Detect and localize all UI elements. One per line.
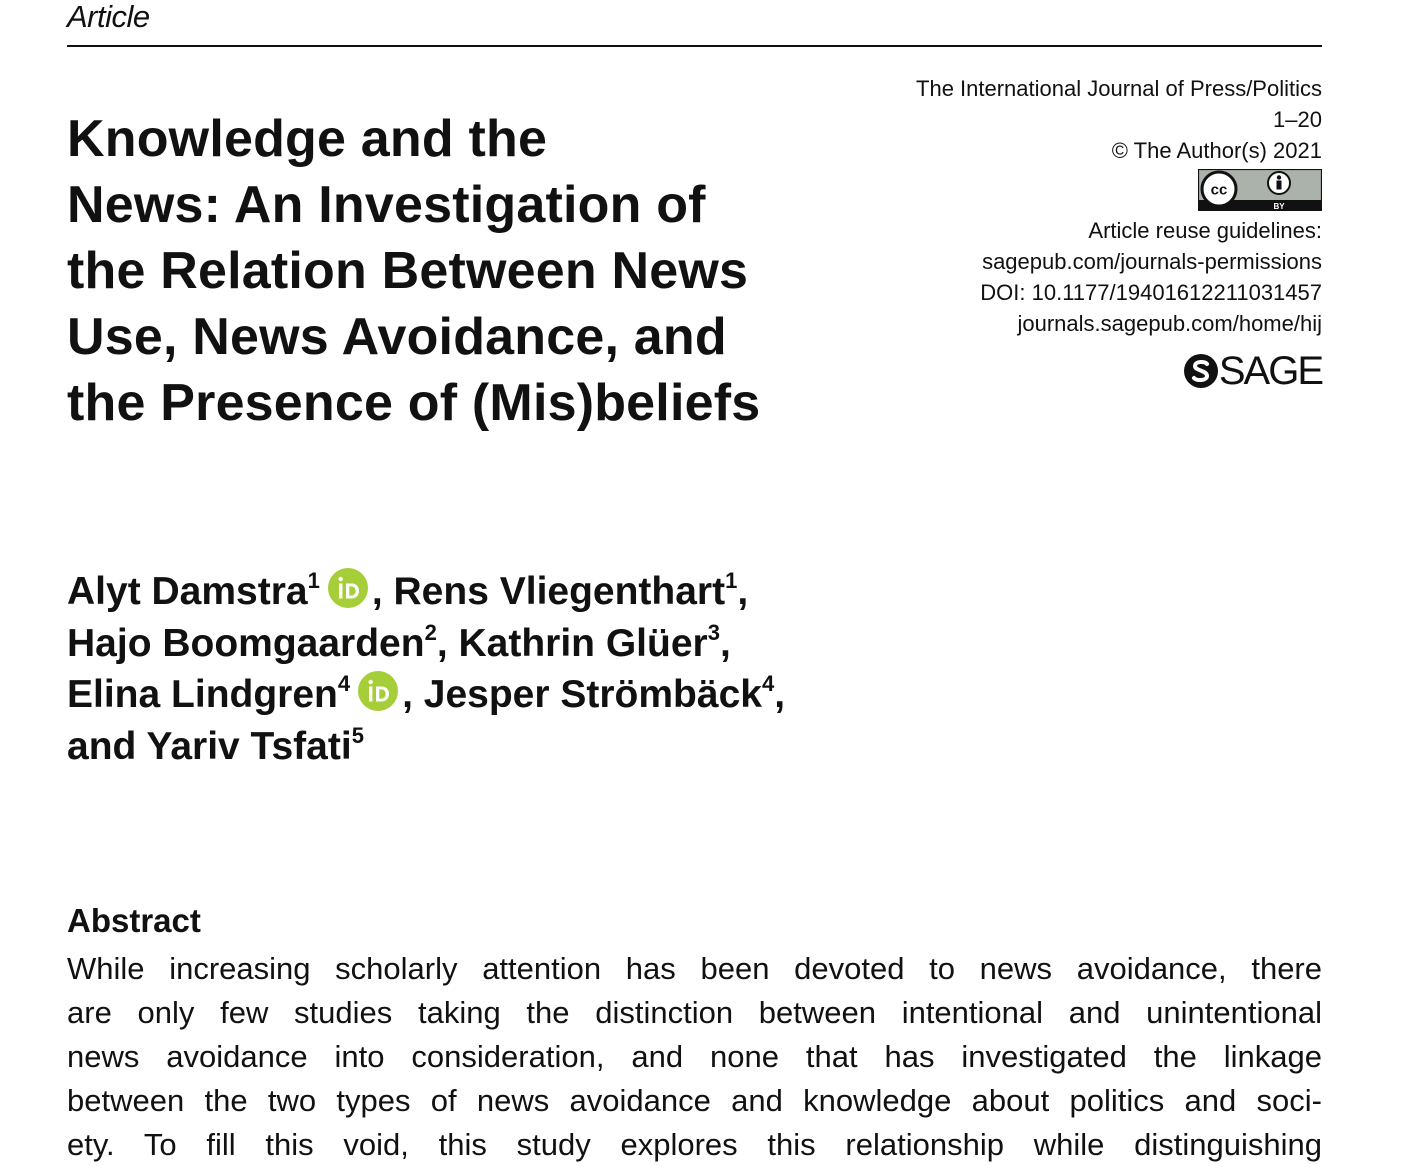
sage-logo <box>1183 349 1322 393</box>
author-name: , Jesper Strömbäck <box>402 673 762 716</box>
reuse-label: Article reuse guidelines: <box>1088 218 1322 243</box>
article-type-label: Article <box>67 0 150 34</box>
orcid-icon[interactable] <box>358 671 398 711</box>
page-range: 1–20 <box>1273 107 1322 132</box>
author-separator: , <box>737 570 749 613</box>
reuse-link[interactable]: sagepub.com/journals-permissions <box>982 249 1322 274</box>
affiliation-marker: 4 <box>337 671 351 696</box>
affiliation-marker: 1 <box>307 568 320 593</box>
journal-link[interactable]: journals.sagepub.com/home/hij <box>1017 311 1322 336</box>
title-line: Use, News Avoidance, and <box>67 308 727 366</box>
article-title <box>67 106 867 436</box>
license-badge-row <box>852 166 1322 215</box>
doi[interactable]: DOI: 10.1177/19401612211031457 <box>980 280 1322 305</box>
abstract-line: news avoidance into consideration, and none that has investigated the linkage <box>67 1039 1322 1074</box>
author-name: Elina Lindgren <box>67 673 338 716</box>
sage-s-icon <box>1183 353 1219 389</box>
author-name: , Rens Vliegenthart <box>371 570 726 613</box>
sage-logo-text: SAGE <box>1218 349 1322 393</box>
abstract-heading: Abstract <box>67 902 201 939</box>
journal-name: The International Journal of Press/Politics <box>916 76 1322 101</box>
copyright: © The Author(s) 2021 <box>1111 138 1322 163</box>
affiliation-marker: 4 <box>761 671 775 696</box>
orcid-icon[interactable] <box>328 568 368 608</box>
license-by-text: BY <box>1273 202 1285 211</box>
abstract-line: While increasing scholarly attention has been devoted to news avoidance, there <box>67 951 1322 986</box>
author-separator: , <box>774 673 786 716</box>
title-line: Knowledge and the <box>67 110 548 168</box>
author-line <box>67 721 867 773</box>
affiliation-marker: 3 <box>707 619 720 645</box>
author-name: Hajo Boomgaarden <box>67 621 425 665</box>
author-name: Alyt Damstra <box>67 570 308 613</box>
author-line <box>67 669 867 721</box>
author-separator: , <box>719 621 731 665</box>
abstract-line: are only few studies taking the distinction between intentional and unintentional <box>67 995 1322 1030</box>
author-list <box>67 566 867 772</box>
author-line <box>67 566 867 618</box>
title-line: the Relation Between News <box>67 242 749 300</box>
title-line: News: An Investigation of <box>67 176 706 234</box>
affiliation-marker: 1 <box>725 568 738 593</box>
author-name: , Kathrin Glüer <box>436 621 708 665</box>
abstract-line: ety. To fill this void, this study explores this relationship while distinguishing <box>67 1127 1322 1162</box>
abstract-text <box>67 947 1322 1167</box>
affiliation-marker: 5 <box>351 722 364 748</box>
author-line <box>67 618 867 670</box>
title-line: the Presence of (Mis)beliefs <box>67 374 761 432</box>
journal-meta <box>852 73 1322 397</box>
cc-by-license-icon[interactable] <box>1198 169 1322 211</box>
affiliation-marker: 2 <box>424 619 437 645</box>
abstract-line: between the two types of news avoidance and knowledge about politics and soci- <box>67 1083 1322 1118</box>
author-name: and Yariv Tsfati <box>67 724 352 768</box>
header-rule <box>67 45 1322 47</box>
license-cc-text: cc <box>1210 181 1228 199</box>
